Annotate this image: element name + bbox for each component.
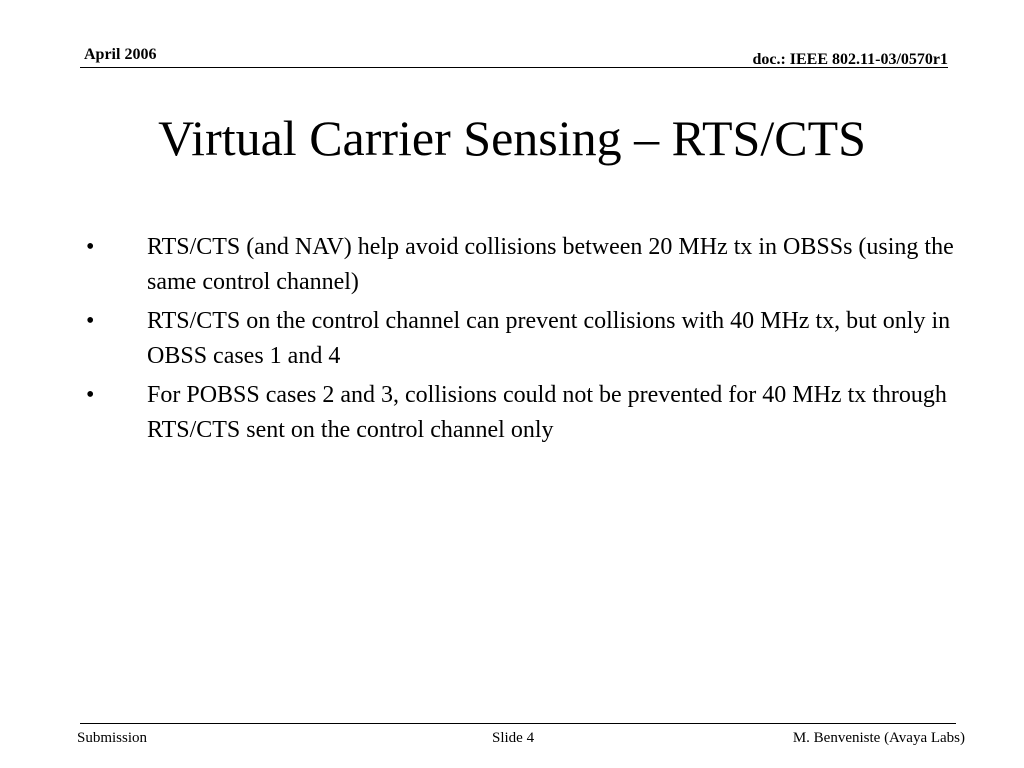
footer-slide-number: Slide 4 xyxy=(492,730,535,746)
bullet-item-3 xyxy=(86,378,966,448)
bullet-glyph: • xyxy=(86,382,95,408)
header-doc-id: doc.: IEEE 802.11-03/0570r1 xyxy=(752,51,948,68)
bullet-item-2 xyxy=(86,304,966,374)
footer-divider xyxy=(80,723,956,724)
footer-author: M. Benveniste (Avaya Labs) xyxy=(792,730,965,746)
header-divider xyxy=(80,67,948,68)
bullet-list xyxy=(86,230,966,452)
bullet-glyph: • xyxy=(86,308,95,334)
bullet-text: RTS/CTS on the control channel can prevent collisions with 40 MHz tx, but only in OBSS cases 1 and 4 xyxy=(147,308,951,369)
footer-submission: Submission xyxy=(77,730,148,746)
bullet-text: RTS/CTS (and NAV) help avoid collisions between 20 MHz tx in OBSSs (using the same control channel) xyxy=(147,234,954,295)
slide-title: Virtual Carrier Sensing – RTS/CTS xyxy=(158,110,866,166)
bullet-glyph: • xyxy=(86,234,95,260)
header-date: April 2006 xyxy=(84,46,157,63)
bullet-item-1 xyxy=(86,230,966,300)
bullet-text: For POBSS cases 2 and 3, collisions could not be prevented for 40 MHz tx through RTS/CTS sent on the control channel only xyxy=(147,382,947,443)
